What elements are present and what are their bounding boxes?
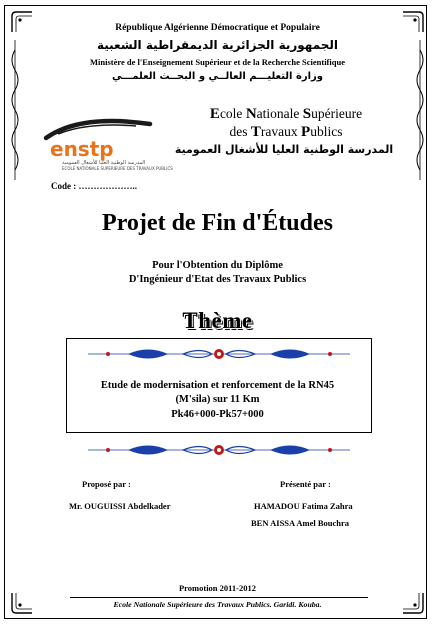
- republic-name-fr: République Algérienne Démocratique et Populaire: [115, 23, 320, 33]
- supervisor-name: Mr. OUGUISSI Abdelkader: [69, 501, 171, 511]
- presented-by-label: Présenté par :: [280, 479, 331, 489]
- logo-caption-ar: المدرسة الوطنية العليا للأشغال العمومية: [62, 160, 146, 166]
- subtitle-line-1: Pour l'Obtention du Diplôme: [152, 260, 283, 271]
- footer-divider: [70, 597, 368, 598]
- theme-line-2: (M'sila) sur 11 Km: [175, 394, 260, 405]
- student-name-2: BEN AISSA Amel Bouchra: [251, 518, 350, 528]
- page-title: Projet de Fin d'Études: [102, 210, 333, 236]
- ornament-divider-top: [88, 345, 350, 363]
- promotion-year: Promotion 2011-2012: [178, 583, 257, 593]
- ministry-name-ar: وزارة التعليـــم العالــي و البحــث العلمـــي: [111, 71, 324, 82]
- school-name-ar: المدرسة الوطنية العليا للأشغال العمومية: [174, 143, 394, 156]
- theme-line-1: Etude de modernisation et renforcement de la RN45: [100, 380, 335, 391]
- footer-address: Ecole Nationale Supérieure des Travaux Publics. Garidi. Kouba.: [113, 600, 322, 609]
- subtitle-line-2: D'Ingénieur d'Etat des Travaux Publics: [128, 274, 307, 285]
- theme-line-3: Pk46+000-Pk57+000: [171, 409, 264, 420]
- logo-caption-fr: ECOLE NATIONALE SUPERIEURE DES TRAVAUX PUBLICS: [62, 166, 173, 171]
- logo-text: enstp: [50, 137, 114, 161]
- student-name-1: HAMADOU Fatima Zahra: [254, 501, 353, 511]
- proposed-by-label: Proposé par :: [82, 479, 131, 489]
- school-name-fr: Ecole Nationale Supérieure des Travaux Publics: [209, 106, 363, 140]
- code-field: Code : ………………..: [51, 181, 137, 191]
- republic-name-ar: الجمهورية الجزائرية الديمقراطية الشعبية: [96, 38, 339, 52]
- ministry-name-fr: Ministère de l'Enseignement Supérieur et de la Recherche Scientifique: [90, 57, 345, 67]
- ornament-divider-bottom: [88, 441, 350, 459]
- theme-heading: Thème: [182, 308, 253, 333]
